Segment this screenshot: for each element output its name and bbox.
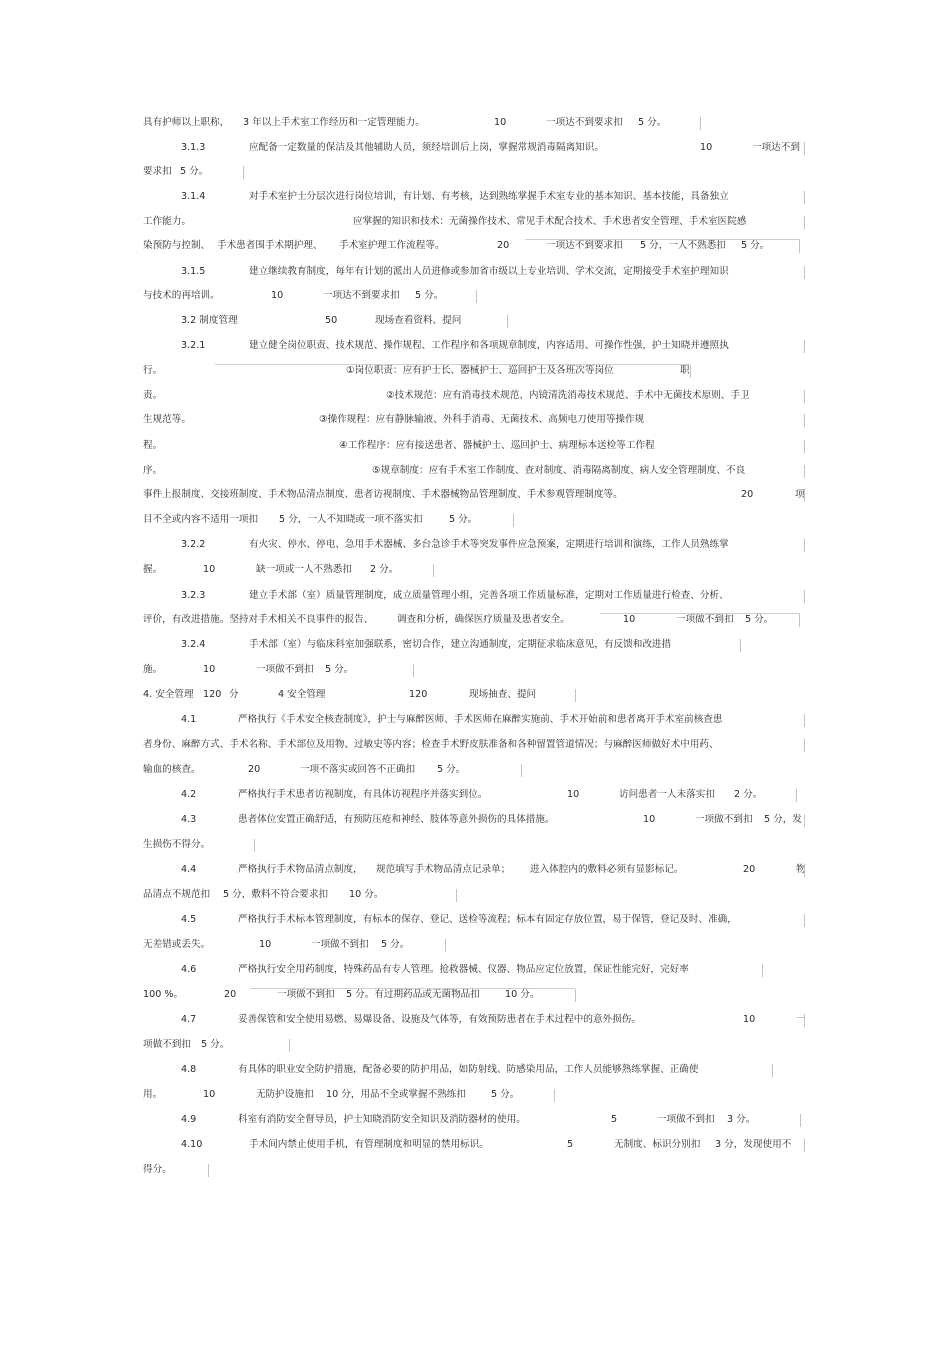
text-segment: 10: [743, 1014, 756, 1025]
text-segment: 染预防与控制、: [143, 240, 211, 251]
text-segment: 5 分。: [180, 166, 209, 177]
text-segment: 3 分。: [727, 1114, 756, 1125]
text-line: [0, 388, 950, 404]
table-border: [289, 1039, 290, 1052]
text-segment: 妥善保管和安全使用易燃、易爆设备、设施及气体等，有效预防患者在手术过程中的意外损伤。: [238, 1014, 641, 1025]
text-line: [0, 987, 950, 1003]
table-border: [254, 839, 255, 852]
text-segment: 规范填写手术物品清点记录单；: [376, 864, 511, 875]
text-segment: 严格执行手术患者访视制度，有具体访视程序并落实到位。: [238, 789, 488, 800]
table-rule: [600, 613, 800, 614]
text-segment: 品清点不规范扣: [143, 889, 211, 900]
text-segment: 4. 安全管理: [143, 689, 194, 700]
text-segment: 4.10: [181, 1139, 203, 1150]
text-segment: 2 分。: [734, 789, 763, 800]
text-segment: 5 分，发: [764, 814, 802, 825]
table-rule: [525, 239, 800, 240]
text-segment: 5 分。: [381, 939, 410, 950]
text-segment: 有具体的职业安全防护措施，配备必要的防护用品，如防射线、防感染用品，工作人员能够熟练掌握、正确使: [238, 1064, 699, 1075]
text-segment: 3.2 制度管理: [181, 315, 238, 326]
text-segment: 事件上报制度、交接班制度、手术物品清点制度、患者访视制度、手术器械物品管理制度、手术参观管理制度等。: [143, 489, 623, 500]
text-line: [0, 712, 950, 728]
text-segment: 工作能力。: [143, 216, 191, 227]
text-segment: 进入体腔内的敷料必须有显影标记。: [530, 864, 684, 875]
table-border: [804, 266, 805, 279]
table-border: [433, 564, 434, 577]
text-line: [0, 1162, 950, 1178]
table-border: [521, 764, 522, 777]
text-segment: 5 分。: [437, 764, 466, 775]
text-segment: 一项做不到扣: [311, 939, 369, 950]
text-segment: 握。: [143, 564, 163, 575]
text-segment: 4.3: [181, 814, 197, 825]
text-segment: 手术室护理工作流程等。: [339, 240, 445, 251]
text-segment: 缺一项或一人不熟悉扣: [256, 564, 352, 575]
table-border: [700, 117, 701, 130]
text-line: [0, 512, 950, 528]
text-segment: 3.2.3: [181, 590, 206, 601]
text-line: [0, 412, 950, 428]
text-segment: 一项做不到扣: [277, 989, 335, 1000]
text-segment: 分: [229, 689, 239, 700]
text-segment: 严格执行《手术安全核查制度》，护士与麻醉医师、手术医师在麻醉实施前、手术开始前和患者离开手术室前核查患: [238, 714, 723, 725]
table-border: [575, 689, 576, 702]
table-border: [513, 514, 514, 527]
text-segment: 120: [203, 689, 222, 700]
text-segment: 项: [795, 489, 805, 500]
text-segment: 4.6: [181, 964, 197, 975]
text-line: [0, 313, 950, 329]
text-segment: 无防护设施扣: [256, 1089, 314, 1100]
table-border: [208, 1164, 209, 1177]
text-segment: 应掌握的知识和技术：无菌操作技术、常见手术配合技术、手术患者安全管理、手术室医院感: [353, 216, 747, 227]
text-segment: 用。: [143, 1089, 163, 1100]
text-line: [0, 637, 950, 653]
table-border: [804, 142, 805, 155]
text-segment: 10 分。: [505, 989, 540, 1000]
text-segment: 一项达不到: [752, 142, 800, 153]
text-segment: 程。: [143, 440, 163, 451]
text-segment: 访问患者一人未落实扣: [619, 789, 715, 800]
text-line: [0, 487, 950, 503]
text-segment: 5 分。: [741, 240, 770, 251]
text-line: [0, 363, 950, 379]
text-line: [0, 463, 950, 479]
text-segment: 对手术室护士分层次进行岗位培训，有计划、有考核，达到熟练掌握手术室专业的基本知识、基本技能，具备独立: [249, 191, 729, 202]
text-segment: 20: [743, 864, 756, 875]
table-border: [804, 414, 805, 427]
text-segment: 10: [623, 614, 636, 625]
text-segment: 一项不落实或回答不正确扣: [300, 764, 416, 775]
table-border: [507, 315, 508, 328]
text-segment: 施。: [143, 664, 163, 675]
text-segment: 调查和分析，确保医疗质量及患者安全。: [397, 614, 570, 625]
text-segment: ①岗位职责：应有护士长、器械护士、巡回护士及各班次等岗位: [346, 365, 614, 376]
text-segment: 一项做不到扣: [657, 1114, 715, 1125]
text-segment: 3.2.1: [181, 340, 206, 351]
text-line: [0, 164, 950, 180]
text-line: [0, 687, 950, 703]
text-segment: 10: [203, 664, 216, 675]
text-segment: 5 分，一人不知晓或一项不落实扣: [279, 514, 423, 525]
text-segment: 10: [567, 789, 580, 800]
text-line: [0, 912, 950, 928]
text-segment: 责。: [143, 390, 163, 401]
text-line: [0, 862, 950, 878]
text-segment: 10: [203, 1089, 216, 1100]
text-segment: 建立健全岗位职责、技术规范、操作规程、工作程序和各项规章制度，内容适用、可操作性强，护士知晓并遵照执: [249, 340, 729, 351]
text-segment: 4.1: [181, 714, 197, 725]
text-line: [0, 1012, 950, 1028]
text-line: [0, 1137, 950, 1153]
text-segment: 应配备一定数量的保洁及其他辅助人员，须经培训后上岗，掌握常规消毒隔离知识。: [249, 142, 604, 153]
text-segment: 输血的核查。: [143, 764, 201, 775]
text-segment: 20: [741, 489, 754, 500]
text-line: [0, 962, 950, 978]
text-segment: 20: [224, 989, 237, 1000]
text-line: [0, 812, 950, 828]
table-border: [243, 166, 244, 179]
text-segment: 10 分，用品不全或掌握不熟练扣: [326, 1089, 466, 1100]
text-segment: 一: [796, 1014, 806, 1025]
table-border: [804, 539, 805, 552]
text-segment: 一项达不到要求扣: [546, 117, 623, 128]
table-border: [799, 240, 800, 253]
table-border: [456, 889, 457, 902]
table-border: [804, 340, 805, 353]
text-segment: 患者体位安置正确舒适，有预防压疮和神经、肢体等意外损伤的具体措施。: [238, 814, 555, 825]
text-segment: 得分。: [143, 1164, 172, 1175]
text-line: [0, 140, 950, 156]
text-segment: 4.7: [181, 1014, 197, 1025]
text-segment: 10: [259, 939, 272, 950]
text-line: [0, 937, 950, 953]
table-rule: [250, 988, 575, 989]
text-segment: 20: [248, 764, 261, 775]
text-segment: 5 分。: [491, 1089, 520, 1100]
text-segment: 5 分，一人不熟悉扣: [640, 240, 726, 251]
table-border: [804, 489, 805, 502]
text-segment: 一项达不到要求扣: [546, 240, 623, 251]
table-border: [804, 914, 805, 927]
text-segment: 2 分。: [370, 564, 399, 575]
text-segment: 建立继续教育制度，每年有计划的派出人员进修或参加省市级以上专业培训、学术交流，定期接受手术室护理知识: [249, 266, 729, 277]
text-segment: 10: [700, 142, 713, 153]
text-segment: 10 分。: [349, 889, 384, 900]
text-segment: 120: [409, 689, 428, 700]
table-rule: [215, 364, 690, 365]
text-segment: 5 分。: [638, 117, 667, 128]
text-segment: 科室有消防安全督导员，护士知晓消防安全知识及消防器材的使用。: [238, 1114, 526, 1125]
table-border: [740, 639, 741, 652]
text-line: [0, 238, 950, 254]
text-segment: 3.2.2: [181, 539, 206, 550]
text-segment: 手术间内禁止使用手机，有管理制度和明显的禁用标识。: [249, 1139, 489, 1150]
text-segment: 手术部（室）与临床科室加强联系，密切合作，建立沟通制度，定期征求临床意见，有反馈和改进措: [249, 639, 672, 650]
text-segment: 行。: [143, 365, 163, 376]
text-segment: ⑤规章制度：应有手术室工作制度、查对制度、消毒隔离制度、病人安全管理制度、不良: [372, 465, 746, 476]
text-segment: 10: [203, 564, 216, 575]
text-segment: 3 年以上手术室工作经历和一定管理能力。: [243, 117, 425, 128]
table-border: [800, 1114, 801, 1127]
text-segment: 5 分，敷料不符合要求扣: [223, 889, 329, 900]
text-segment: 4.2: [181, 789, 197, 800]
text-segment: 现场查看资料、提问: [375, 315, 462, 326]
text-segment: 者身份、麻醉方式、手术名称、手术部位及用物、过敏史等内容；检查手术野皮肤准备和各种留置管道情况；与麻醉医师做好术中用药、: [143, 739, 719, 750]
table-border: [804, 465, 805, 478]
text-segment: 一项做不到扣: [676, 614, 734, 625]
text-segment: 生损伤不得分。: [143, 839, 211, 850]
table-border: [762, 964, 763, 977]
table-border: [804, 191, 805, 204]
text-line: [0, 438, 950, 454]
text-line: [0, 762, 950, 778]
text-segment: 一项做不到扣: [256, 664, 314, 675]
text-segment: ③操作规程：应有静脉输液、外科手消毒、无菌技术、高频电刀使用等操作规: [319, 414, 645, 425]
text-segment: 项做不到扣: [143, 1039, 191, 1050]
text-line: [0, 115, 950, 131]
text-segment: ④工作程序：应有接送患者、器械护士、巡回护士、病理标本送检等工作程: [339, 440, 655, 451]
text-segment: 无制度、标识分别扣: [614, 1139, 701, 1150]
text-segment: 3 分，发现使用不: [715, 1139, 792, 1150]
text-segment: 4 安全管理: [278, 689, 326, 700]
text-segment: 手术患者围手术期护理、: [217, 240, 323, 251]
text-segment: 严格执行手术物品清点制度，: [238, 864, 363, 875]
text-segment: 职: [680, 365, 690, 376]
text-segment: 5 分。: [449, 514, 478, 525]
table-border: [804, 1014, 805, 1027]
text-segment: 5 分。有过期药品或无菌物品扣: [346, 989, 480, 1000]
table-border: [804, 590, 805, 603]
text-segment: 建立手术部（室）质量管理制度，成立质量管理小组，完善各项工作质量标准，定期对工作质量进行检查、分析、: [249, 590, 729, 601]
text-segment: 10: [643, 814, 656, 825]
text-segment: 10: [494, 117, 507, 128]
text-segment: 4.8: [181, 1064, 197, 1075]
text-segment: 与技术的再培训。: [143, 290, 220, 301]
text-segment: 评价，有改进措施。坚持对手术相关不良事件的报告、: [143, 614, 374, 625]
text-segment: 严格执行手术标本管理制度，有标本的保存、登记、送检等流程；标本有固定存放位置，易于保管，登记及时、准确，: [238, 914, 737, 925]
table-border: [804, 864, 805, 877]
text-segment: 5 分。: [745, 614, 774, 625]
text-segment: 20: [497, 240, 510, 251]
text-segment: 5 分。: [325, 664, 354, 675]
text-line: [0, 338, 950, 354]
text-line: [0, 837, 950, 853]
text-segment: 4.4: [181, 864, 197, 875]
text-segment: 4.9: [181, 1114, 197, 1125]
table-border: [804, 714, 805, 727]
text-line: [0, 1087, 950, 1103]
text-segment: 现场抽查、提问: [469, 689, 537, 700]
text-segment: 3.1.5: [181, 266, 206, 277]
text-segment: 有火灾、停水、停电、急用手术器械、多台急诊手术等突发事件应急预案，定期进行培训和演练，工作人员熟练掌: [249, 539, 729, 550]
text-segment: 具有护师以上职称，: [143, 117, 230, 128]
text-segment: 生规范等。: [143, 414, 191, 425]
text-line: [0, 787, 950, 803]
text-segment: 目不全或内容不适用一项扣: [143, 514, 259, 525]
text-line: [0, 288, 950, 304]
text-segment: 一项做不到扣: [695, 814, 753, 825]
text-line: [0, 1037, 950, 1053]
text-line: [0, 887, 950, 903]
text-segment: 要求扣: [143, 166, 172, 177]
text-segment: 严格执行安全用药制度，特殊药品有专人管理。抢救器械、仪器、物品应定位放置，保证性能完好，完好率: [238, 964, 689, 975]
text-segment: ②技术规范：应有消毒技术规范、内镜清洗消毒技术规范、手术中无菌技术原则、手卫: [386, 390, 750, 401]
text-segment: 5 分。: [415, 290, 444, 301]
table-border: [804, 1139, 805, 1152]
text-segment: 一项达不到要求扣: [323, 290, 400, 301]
text-line: [0, 737, 950, 753]
text-segment: 3.2.4: [181, 639, 206, 650]
table-border: [690, 365, 691, 378]
text-segment: 无差错或丢失。: [143, 939, 211, 950]
text-segment: 3.1.3: [181, 142, 206, 153]
text-line: [0, 214, 950, 230]
text-segment: 100 %。: [143, 989, 184, 1000]
text-line: [0, 537, 950, 553]
text-segment: 物: [796, 864, 806, 875]
text-line: [0, 1112, 950, 1128]
table-border: [476, 290, 477, 303]
table-border: [804, 440, 805, 453]
text-segment: 3.1.4: [181, 191, 206, 202]
text-line: [0, 612, 950, 628]
text-segment: 4.5: [181, 914, 197, 925]
table-border: [575, 989, 576, 1002]
text-segment: 50: [325, 315, 338, 326]
text-line: [0, 189, 950, 205]
text-segment: 5: [567, 1139, 574, 1150]
table-border: [804, 739, 805, 752]
text-line: [0, 264, 950, 280]
table-border: [796, 789, 797, 802]
text-line: [0, 588, 950, 604]
table-border: [804, 814, 805, 827]
table-border: [772, 1064, 773, 1077]
table-border: [413, 664, 414, 677]
text-segment: 5: [611, 1114, 618, 1125]
table-border: [804, 390, 805, 403]
table-border: [799, 614, 800, 627]
text-line: [0, 662, 950, 678]
table-border: [445, 939, 446, 952]
table-border: [554, 1089, 555, 1102]
table-border: [804, 216, 805, 229]
text-segment: 10: [271, 290, 284, 301]
text-segment: 序。: [143, 465, 163, 476]
text-line: [0, 562, 950, 578]
text-segment: 5 分。: [201, 1039, 230, 1050]
text-line: [0, 1062, 950, 1078]
